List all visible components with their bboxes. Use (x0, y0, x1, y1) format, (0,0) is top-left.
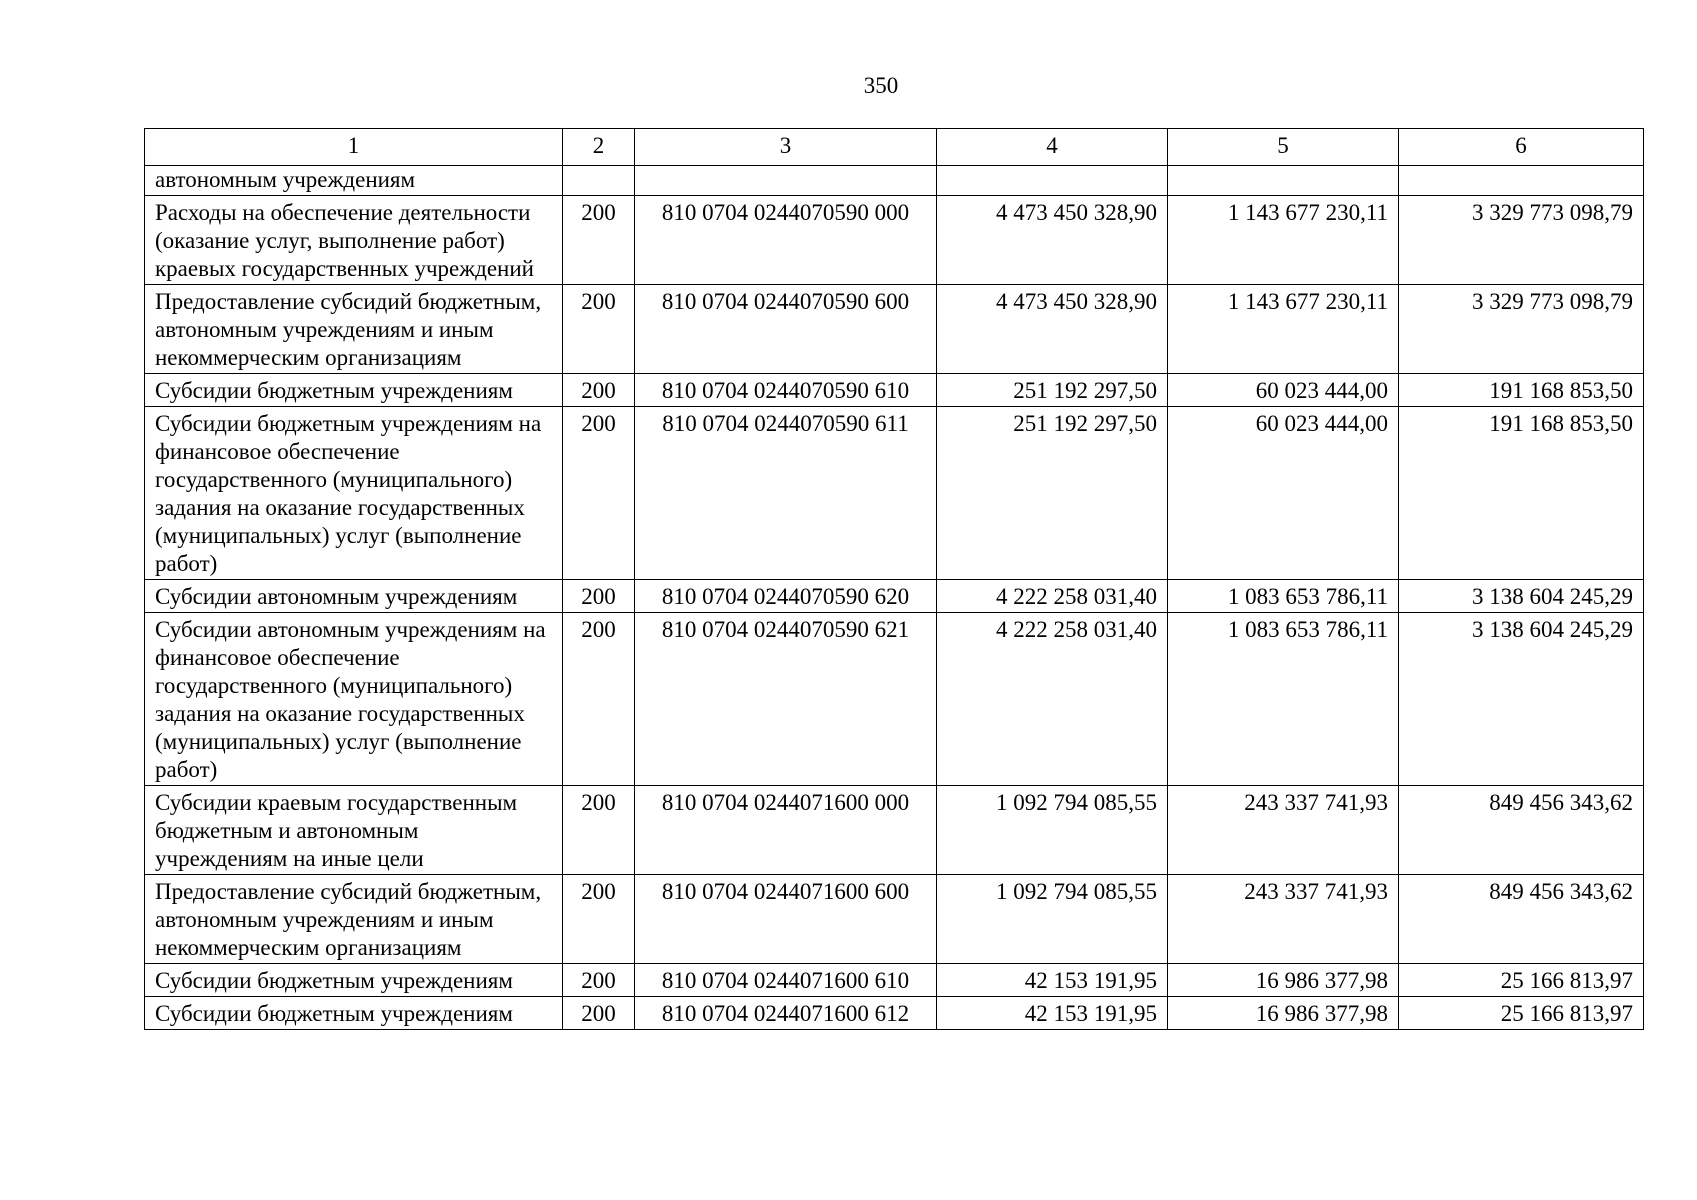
header-cell: 1 (145, 129, 563, 166)
row-value-col6-cell: 849 456 343,62 (1399, 875, 1644, 964)
row-value-col6-cell: 3 329 773 098,79 (1399, 285, 1644, 374)
header-cell: 6 (1399, 129, 1644, 166)
row-value-col4-cell: 42 153 191,95 (937, 997, 1168, 1030)
row-value-col6-cell: 3 138 604 245,29 (1399, 580, 1644, 613)
row-value-col6-cell (1399, 166, 1644, 196)
row-value-col4-cell: 1 092 794 085,55 (937, 875, 1168, 964)
row-code-cell: 810 0704 0244070590 610 (635, 374, 937, 407)
page-number: 350 (863, 73, 899, 98)
header-cell: 2 (563, 129, 635, 166)
table-row (145, 285, 1644, 374)
table-row (145, 613, 1644, 786)
row-value-col6-cell: 3 138 604 245,29 (1399, 613, 1644, 786)
row-value-col4-cell: 4 473 450 328,90 (937, 285, 1168, 374)
row-code-cell: 810 0704 0244071600 600 (635, 875, 937, 964)
row-col2-cell (563, 166, 635, 196)
row-name-cell: Субсидии бюджетным учреждениям (145, 374, 563, 407)
row-col2-cell: 200 (563, 580, 635, 613)
row-value-col4-cell: 4 222 258 031,40 (937, 580, 1168, 613)
row-value-col6-cell: 191 168 853,50 (1399, 407, 1644, 580)
row-value-col4-cell (937, 166, 1168, 196)
row-value-col5-cell: 16 986 377,98 (1168, 964, 1399, 997)
row-code-cell: 810 0704 0244070590 600 (635, 285, 937, 374)
row-value-col4-cell: 1 092 794 085,55 (937, 786, 1168, 875)
row-value-col5-cell: 1 143 677 230,11 (1168, 285, 1399, 374)
row-name-cell: Предоставление субсидий бюджетным, автономным учреждениям и иным некоммерческим организациям (145, 285, 563, 374)
row-value-col5-cell: 243 337 741,93 (1168, 875, 1399, 964)
row-value-col4-cell: 251 192 297,50 (937, 407, 1168, 580)
table-row (145, 196, 1644, 285)
row-value-col5-cell: 1 083 653 786,11 (1168, 580, 1399, 613)
budget-table-body (145, 129, 1644, 1030)
row-value-col6-cell: 191 168 853,50 (1399, 374, 1644, 407)
row-col2-cell: 200 (563, 875, 635, 964)
row-value-col4-cell: 251 192 297,50 (937, 374, 1168, 407)
table-row (145, 786, 1644, 875)
table-row (145, 875, 1644, 964)
row-name-cell: Субсидии автономным учреждениям на финансовое обеспечение государственного (муниципального) задания на оказание государственных (муниципальных) услуг (выполнение работ) (145, 613, 563, 786)
row-value-col6-cell: 25 166 813,97 (1399, 964, 1644, 997)
row-col2-cell: 200 (563, 613, 635, 786)
row-value-col5-cell: 60 023 444,00 (1168, 374, 1399, 407)
row-value-col5-cell: 243 337 741,93 (1168, 786, 1399, 875)
row-col2-cell: 200 (563, 285, 635, 374)
row-col2-cell: 200 (563, 964, 635, 997)
row-value-col5-cell: 60 023 444,00 (1168, 407, 1399, 580)
row-code-cell: 810 0704 0244070590 621 (635, 613, 937, 786)
row-value-col4-cell: 42 153 191,95 (937, 964, 1168, 997)
header-cell: 3 (635, 129, 937, 166)
row-col2-cell: 200 (563, 786, 635, 875)
budget-table (144, 128, 1644, 1030)
row-name-cell: Субсидии бюджетным учреждениям (145, 964, 563, 997)
row-code-cell: 810 0704 0244071600 612 (635, 997, 937, 1030)
table-header-row (145, 129, 1644, 166)
row-code-cell: 810 0704 0244071600 610 (635, 964, 937, 997)
row-name-cell: Предоставление субсидий бюджетным, автономным учреждениям и иным некоммерческим организациям (145, 875, 563, 964)
row-name-cell: Субсидии краевым государственным бюджетным и автономным учреждениям на иные цели (145, 786, 563, 875)
table-row (145, 407, 1644, 580)
row-code-cell: 810 0704 0244070590 611 (635, 407, 937, 580)
row-code-cell: 810 0704 0244070590 620 (635, 580, 937, 613)
row-name-cell: Субсидии бюджетным учреждениям (145, 997, 563, 1030)
row-code-cell: 810 0704 0244070590 000 (635, 196, 937, 285)
row-code-cell (635, 166, 937, 196)
row-value-col5-cell: 16 986 377,98 (1168, 997, 1399, 1030)
row-value-col5-cell (1168, 166, 1399, 196)
row-name-cell: Субсидии автономным учреждениям (145, 580, 563, 613)
row-value-col5-cell: 1 083 653 786,11 (1168, 613, 1399, 786)
row-col2-cell: 200 (563, 196, 635, 285)
table-row (145, 166, 1644, 196)
header-cell: 4 (937, 129, 1168, 166)
row-value-col5-cell: 1 143 677 230,11 (1168, 196, 1399, 285)
row-code-cell: 810 0704 0244071600 000 (635, 786, 937, 875)
row-value-col4-cell: 4 473 450 328,90 (937, 196, 1168, 285)
table-row (145, 374, 1644, 407)
header-cell: 5 (1168, 129, 1399, 166)
row-col2-cell: 200 (563, 997, 635, 1030)
row-col2-cell: 200 (563, 374, 635, 407)
row-value-col6-cell: 25 166 813,97 (1399, 997, 1644, 1030)
row-value-col6-cell: 3 329 773 098,79 (1399, 196, 1644, 285)
row-value-col4-cell: 4 222 258 031,40 (937, 613, 1168, 786)
row-col2-cell: 200 (563, 407, 635, 580)
row-name-cell: Субсидии бюджетным учреждениям на финансовое обеспечение государственного (муниципального) задания на оказание государственных (муниципальных) услуг (выполнение работ) (145, 407, 563, 580)
row-value-col6-cell: 849 456 343,62 (1399, 786, 1644, 875)
row-name-cell: Расходы на обеспечение деятельности (оказание услуг, выполнение работ) краевых государственных учреждений (145, 196, 563, 285)
row-name-cell: автономным учреждениям (145, 166, 563, 196)
table-row (145, 997, 1644, 1030)
table-row (145, 580, 1644, 613)
table-row (145, 964, 1644, 997)
